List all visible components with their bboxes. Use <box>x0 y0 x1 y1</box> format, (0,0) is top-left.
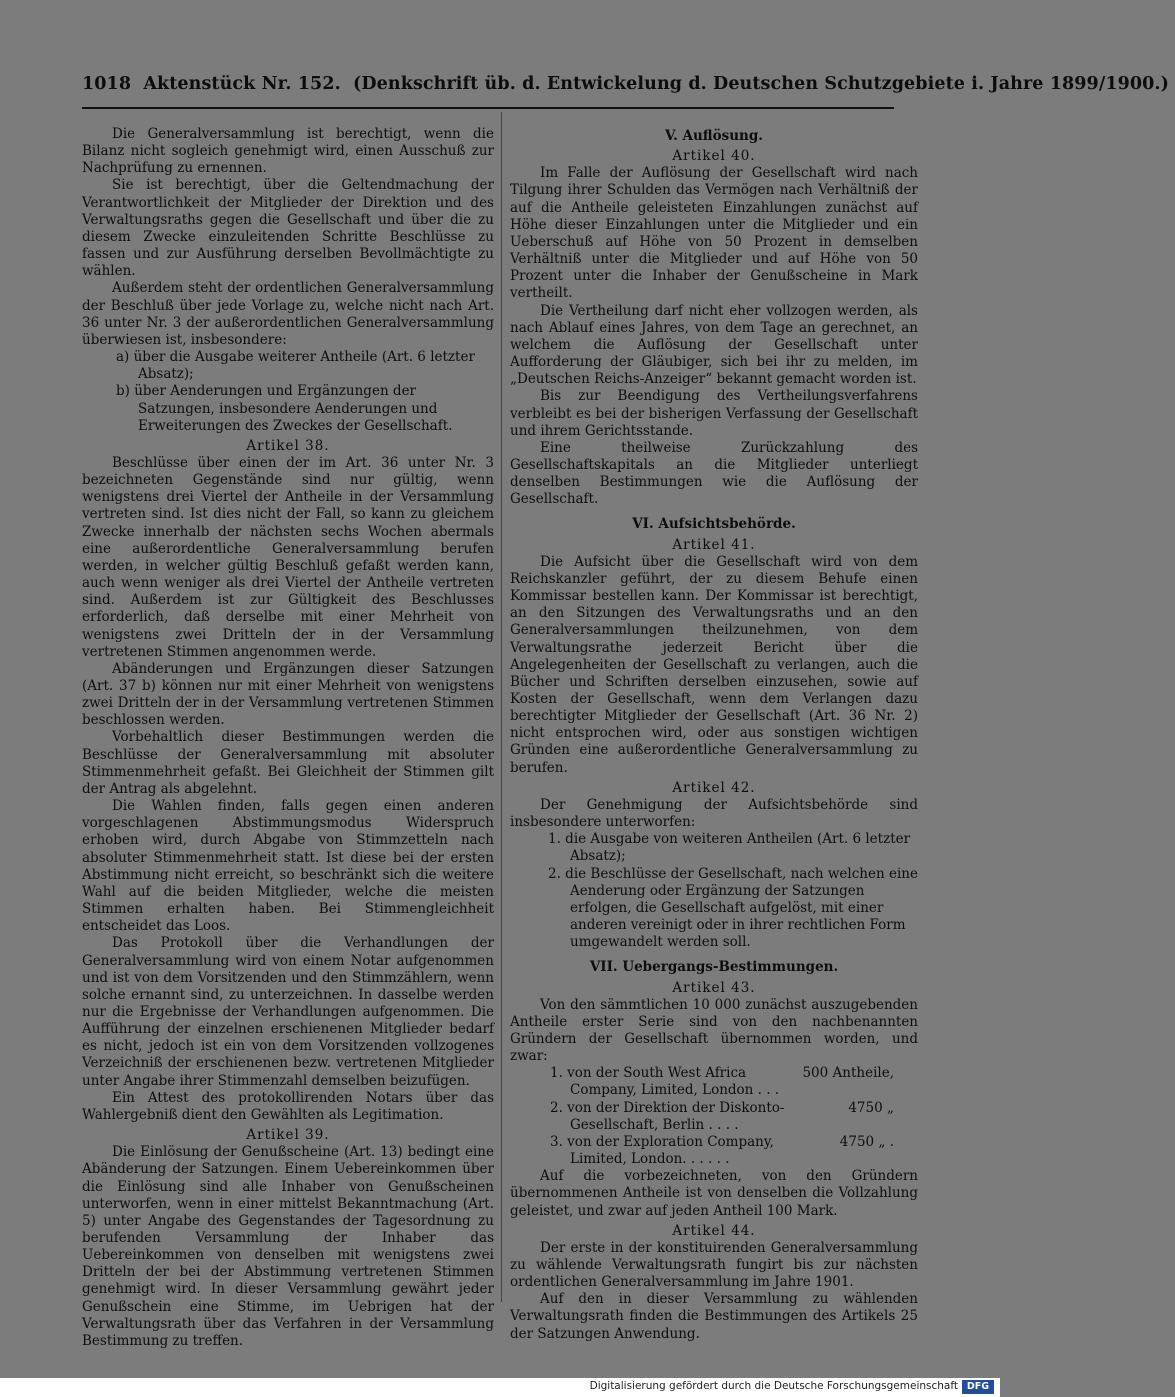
founder-name: 3. von der Exploration Company, Limited, London. . . . . . <box>550 1133 774 1168</box>
founder-shares: 4750 „ <box>848 1099 894 1116</box>
paragraph: Auf den in dieser Versammlung zu wählenden Verwaltungsrath finden die Bestimmungen des Artikels 25 der Satzungen Anwendung. <box>510 1291 918 1342</box>
list-item: 1. die Ausgabe von weiteren Antheilen (Art. 6 letzter Absatz); <box>548 831 911 865</box>
paragraph: Das Protokoll über die Verhandlungen der Generalversammlung wird von einem Notar aufgenommen und ist von dem Vorsitzenden und den Stimmzählern, wenn solche ernannt sind, zu unterzeichnen. In dasselbe werden nur die Ergebnisse der Verhandlungen aufgenommen. Die Aufführung der einzelnen erschienenen Mitglieder bedarf es nicht, jedoch ist ein von dem Vorsitzenden vollzogenes Verzeichniß der erschienenen bezw. vertretenen Mitglieder unter Angabe ihrer Stimmenzahl demselben beizufügen. <box>82 935 494 1089</box>
article-heading: Artikel 42. <box>672 779 756 796</box>
paragraph: Der erste in der konstituirenden Generalversammlung zu wählende Verwaltungsrath fungirt bis zur nächsten ordentlichen Generalversammlung im Jahre 1901. <box>510 1239 918 1291</box>
founder-name: 1. von der South West Africa Company, Limited, London . . . <box>550 1065 780 1099</box>
list-item: 2. die Beschlüsse der Gesellschaft, nach welchen eine Aenderung oder Ergänzung der Satzungen erfolgen, die Gesellschaft aufgelöst, mit einer anderen vereinigt oder in ihrer rechtlichen Form umgewandelt werden soll. <box>548 865 918 951</box>
paragraph: Sie ist berechtigt, über die Geltendmachung der Verantwortlichkeit der Mitglieder der Direktion und des Verwaltungsraths gegen die Gesellschaft und über die zu diesem Zwecke einzuleitenden Schritte Beschlüsse zu fassen und zur Ausführung derselben Bevollmächtigte zu wählen. <box>82 177 494 280</box>
section-heading: V. Auflösung. <box>665 128 763 144</box>
founder-row <box>550 1134 918 1168</box>
founder-shares: 4750 „ . <box>839 1133 894 1150</box>
left-column <box>82 126 494 1350</box>
article-heading: Artikel 41. <box>672 536 756 553</box>
list-item: a) über die Ausgabe weiterer Antheile (Art. 6 letzter Absatz); <box>116 349 475 383</box>
paragraph: Auf die vorbezeichneten, von den Gründern übernommenen Antheile ist von denselben die Vollzahlung geleistet, und zwar auf jeden Antheil 100 Mark. <box>510 1168 918 1219</box>
paragraph: Von den sämmtlichen 10 000 zunächst auszugebenden Antheile erster Serie sind von den nachbenannten Gründern der Gesellschaft übernommen worden, und zwar: <box>510 996 918 1065</box>
paragraph: Abänderungen und Ergänzungen dieser Satzungen (Art. 37 b) können nur mit einer Mehrheit von wenigstens zwei Dritteln der in der Versammlung vertretenen Stimmen beschlossen werden. <box>82 660 494 729</box>
paragraph: Bis zur Beendigung des Vertheilungsverfahrens verbleibt es bei der bisherigen Verfassung der Gesellschaft und ihrem Gerichtsstande. <box>510 388 918 439</box>
section-heading: VII. Uebergangs-Bestimmungen. <box>589 959 839 976</box>
paragraph: Ein Attest des protokollirenden Notars über das Wahlergebniß dient den Gewählten als Legitimation. <box>82 1089 494 1123</box>
article-heading: Artikel 43. <box>672 979 756 996</box>
list-item: b) über Aenderungen und Ergänzungen der Satzungen, insbesondere Aenderungen und Erweiterungen des Zweckes der Gesellschaft. <box>116 383 453 434</box>
paragraph: Die Generalversammlung ist berechtigt, wenn die Bilanz nicht sogleich genehmigt wird, einen Ausschuß zur Nachprüfung zu ernennen. <box>82 126 494 177</box>
paragraph: Im Falle der Auflösung der Gesellschaft wird nach Tilgung ihrer Schulden das Vermögen nach Verhältniß der auf die Antheile geleisteten Einzahlungen zunächst auf Höhe dieser Einzahlungen unter die Mitglieder und ein Ueberschuß auf Höhe von 50 Prozent in demselben Verhältniß unter die Mitglieder und auf Höhe von 50 Prozent unter die Inhaber der Genußscheine in Mark vertheilt. <box>510 165 918 302</box>
article-heading: Artikel 40. <box>672 148 756 165</box>
document-title: (Denkschrift üb. d. Entwickelung d. Deutschen Schutzgebiete i. Jahre 1899/1900.) <box>353 74 1169 94</box>
funding-note: Digitalisierung gefördert durch die Deutsche Forschungsgemeinschaft <box>589 1380 958 1392</box>
paragraph: Die Wahlen finden, falls gegen einen anderen vorgeschlagenen Abstimmungsmodus Widerspruch erhoben wird, durch Abgabe von Stimmzetteln nach absoluter Stimmenmehrheit statt. Ist diese bei der ersten Abstimmung nicht erreicht, so beschränkt sich die weitere Wahl auf die beiden Mitglieder, welche die meisten Stimmen erhalten haben. Bei Stimmengleichheit entscheidet das Loos. <box>82 798 494 935</box>
article-heading: Artikel 39. <box>246 1127 330 1144</box>
column-divider <box>501 112 502 1302</box>
paragraph: Beschlüsse über einen der im Art. 36 unter Nr. 3 bezeichneten Gegenstände sind nur gültig, wenn wenigstens drei Viertel der Antheile in der Versammlung vertreten sind. Ist dies nicht der Fall, so kann zu gleichem Zwecke innerhalb der nächsten sechs Wochen abermals eine außerordentliche Generalversammlung berufen werden, in welcher gültig Beschluß gefaßt werden kann, auch wenn weniger als drei Viertel der Antheile vertreten sind. Außerdem ist zur Gültigkeit des Beschlusses erforderlich, daß derselbe mit einer Mehrheit von wenigstens zwei Dritteln der in der Versammlung vertretenen Stimmen angenommen werde. <box>82 454 494 660</box>
approval-list <box>510 831 918 951</box>
page-number: 1018 <box>82 74 132 94</box>
header-rule <box>82 107 894 109</box>
paragraph: Vorbehaltlich dieser Bestimmungen werden die Beschlüsse der Generalversammlung mit absoluter Stimmenmehrheit gefaßt. Bei Gleichheit der Stimmen gilt der Antrag als abgelehnt. <box>82 729 494 797</box>
right-column <box>510 126 918 1343</box>
paragraph: Die Vertheilung darf nicht eher vollzogen werden, als nach Ablauf eines Jahres, von dem Tage an gerechnet, an welchem die Auflösung der Gesellschaft unter Aufforderung der Gläubiger, sich bei ihr zu melden, im „Deutschen Reichs-Anzeiger“ bekannt gemacht worden ist. <box>510 302 918 388</box>
paragraph: Der Genehmigung der Aufsichtsbehörde sind insbesondere unterworfen: <box>510 796 918 831</box>
founder-row <box>550 1065 918 1099</box>
founder-name: 2. von der Direktion der Diskonto-Gesellschaft, Berlin . . . . <box>550 1099 785 1133</box>
page-header <box>82 74 1169 104</box>
founder-row <box>550 1100 918 1134</box>
founder-shares: 500 Antheile, <box>802 1065 894 1082</box>
section-heading: VI. Aufsichtsbehörde. <box>632 516 796 533</box>
article-heading: Artikel 44. <box>672 1222 756 1239</box>
founders-list <box>550 1065 918 1168</box>
paragraph: Eine theilweise Zurückzahlung des Gesellschaftskapitals an die Mitglieder unterliegt denselben Bestimmungen wie die Auflösung der Gesellschaft. <box>510 439 918 508</box>
paragraph: Außerdem steht der ordentlichen Generalversammlung der Beschluß über jede Vorlage zu, welche nicht nach Art. 36 unter Nr. 3 der außerordentlichen Generalversammlung überwiesen ist, insbesondere: <box>82 280 494 348</box>
article-heading: Artikel 38. <box>246 437 330 454</box>
document-reference: Aktenstück Nr. 152. <box>143 74 341 94</box>
paragraph: Die Einlösung der Genußscheine (Art. 13) bedingt eine Abänderung der Satzungen. Einem Uebereinkommen über die Einlösung sind alle Inhaber von Genußscheinen unterworfen, wenn in einer mittelst Bekanntmachung (Art. 5) unter Angabe des Gegenstandes der Tagesordnung zu berufenden Versammlung der Inhaber das Uebereinkommen von denselben mit wenigstens zwei Dritteln der bei der Abstimmung vertretenen Stimmen genehmigt wird. In dieser Versammlung gewährt jeder Genußschein eine Stimme, im Uebrigen hat der Verwaltungsrath über das Verfahren in der Versammlung Bestimmung zu treffen. <box>82 1144 494 1349</box>
dfg-logo: DFG <box>962 1380 994 1394</box>
paragraph: Die Aufsicht über die Gesellschaft wird von dem Reichskanzler geführt, der zu diesem Behufe einen Kommissar bestellen kann. Der Kommissar ist berechtigt, an den Sitzungen des Verwaltungsraths und an den Generalversammlungen theilzunehmen, von dem Verwaltungsrathe jederzeit Bericht über die Angelegenheiten der Gesellschaft zu verlangen, auch die Bücher und Schriften derselben einzusehen, sowie auf Kosten der Gesellschaft, wenn dem Verlangen dazu berechtigter Mitglieder der Gesellschaft (Art. 36 Nr. 2) nicht entsprochen wird, oder aus sonstigen wichtigen Gründen eine außerordentliche Generalversammlung zu berufen. <box>510 553 918 776</box>
subject-list <box>82 349 494 435</box>
